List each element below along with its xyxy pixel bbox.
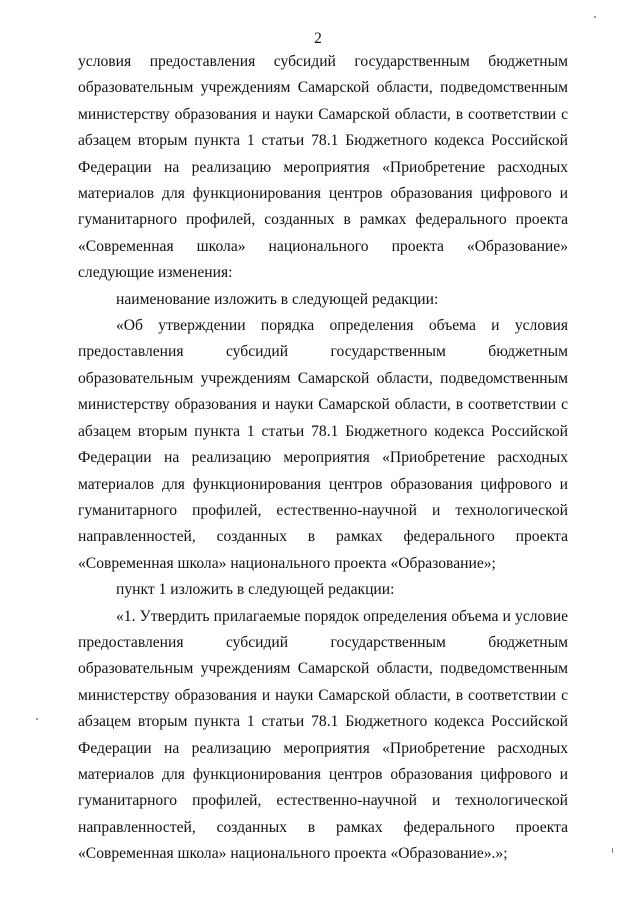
paragraph-new-item1: «1. Утвердить прилагаемые порядок определения объема и условие предоставления субсидий государственным бюджетным образовательным учреждениям Самарской области, подведомственным министерству образования и науки Самарской области, в соответствии с абзацем вторым пункта 1 статьи 78.1 Бюджетного кодекса Российской Федерации на реализацию мероприятия «Приобретение расходных материалов для функционирования центров образования цифрового и гуманитарного профилей, естественно-научной и технологической направленностей, созданных в рамках федерального проекта «Современная школа» национального проекта «Образование».»; bbox=[78, 607, 568, 863]
scan-speck bbox=[36, 718, 38, 720]
paragraph-amendment-intro: условия предоставления субсидий государственным бюджетным образовательным учреждениям Самарской области, подведомственным министерству образования и науки Самарской области, в соответствии с абзацем вторым пункта 1 статьи 78.1 Бюджетного кодекса Российской Федерации на реализацию мероприятия «Приобретение расходных материалов для функционирования центров образования цифрового и гуманитарного профилей, созданных в рамках федерального проекта «Современная школа» национального проекта «Образование» следующие изменения: bbox=[78, 53, 568, 282]
paragraph-title-instruction: наименование изложить в следующей редакции: bbox=[116, 290, 439, 308]
paragraph-item1-instruction: пункт 1 изложить в следующей редакции: bbox=[116, 581, 395, 599]
paragraph-new-title: «Об утверждении порядка определения объема и условия предоставления субсидий государственным бюджетным образовательным учреждениям Самарской области, подведомственным министерству образования и науки Самарской области, в соответствии с абзацем вторым пункта 1 статьи 78.1 Бюджетного кодекса Российской Федерации на реализацию мероприятия «Приобретение расходных материалов для функционирования центров образования цифрового и гуманитарного профилей, естественно-научной и технологической направленностей, созданных в рамках федерального проекта «Современная школа» национального проекта «Образование»; bbox=[78, 317, 568, 572]
scan-speck bbox=[594, 16, 596, 18]
scan-speck bbox=[612, 848, 613, 853]
document-body bbox=[78, 49, 568, 868]
page-number: 2 bbox=[314, 30, 322, 47]
